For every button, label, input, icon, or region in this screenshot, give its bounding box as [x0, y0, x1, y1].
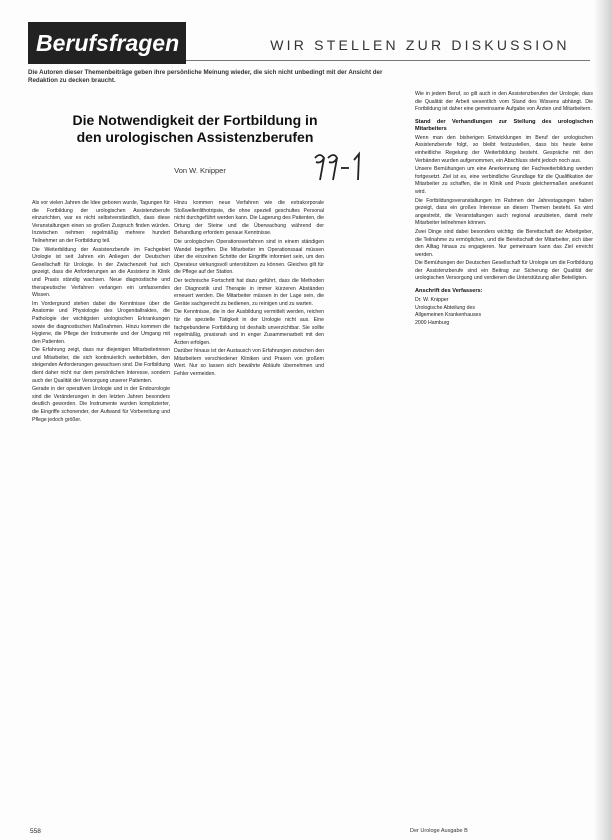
paragraph: Zwei Dinge sind dabei besonders wichtig: die Bereitschaft der Arbeitgeber, die Teilnahme zu ermöglichen, und die Bereitschaft der Mitarbeiter, sich über den Alltag hinaus zu engagieren. Nur gemeinsam kann das Ziel erreicht werden. — [415, 228, 593, 258]
address-heading: Anschrift des Verfassers: — [415, 288, 483, 295]
paragraph: Die Fortbildungsveranstaltungen im Rahmen der Jahrestagungen haben gezeigt, dass ein großes Interesse an diesen Themen besteht. Es wird angestrebt, die Veranstaltungen auch regional anzubieten, damit mehr Mitarbeiter teilnehmen können. — [415, 197, 593, 227]
article-author: Von W. Knipper — [174, 166, 226, 175]
address-line: 2000 Hamburg — [415, 319, 450, 326]
paragraph: Die Kenntnisse, die in der Ausbildung vermittelt werden, reichen für die spezielle Tätigkeit in der Urologie nicht aus. Eine fachgebundene Fortbildung ist deshalb unverzichtbar. Sie sollte regelmäßig, praxisnah und in enger Zusammenarbeit mit den Ärzten erfolgen. — [174, 309, 324, 346]
journal-footer: Der Urologe Ausgabe B — [410, 828, 468, 834]
paragraph: Hinzu kommen neue Verfahren wie die extrakorporale Stoßwellenlithotripsie, die ohne speziell geschultes Personal nicht durchgeführt werden kann. Die Lagerung des Patienten, die Ortung der Steine und die Überwachung während der Behandlung erfordern genaue Kenntnisse. — [174, 200, 324, 237]
address-line: Dr. W. Knipper — [415, 297, 449, 304]
handwritten-mark — [310, 150, 370, 184]
paragraph: Gerade in der operativen Urologie und in der Endourologie sind die Veränderungen in den letzten Jahren besonders deutlich geworden. Die Instrumente wurden komplizierter, die Eingriffe schonender, der Aufwand für Vorbereitung und Pflege jedoch größer. — [32, 386, 170, 423]
section-headline: WIR STELLEN ZUR DISKUSSION — [270, 37, 570, 53]
editorial-note: Die Autoren dieser Themenbeiträge geben ihre persönliche Meinung wieder, die sich nicht unbedingt mit der Ansicht der Redaktion zu decken braucht. — [28, 69, 383, 84]
paragraph: Darüber hinaus ist der Austausch von Erfahrungen zwischen den Mitarbeitern verschiedener Kliniken und Praxen von großem Wert. Nur so lassen sich bewährte Abläufe übernehmen und Fehler vermeiden. — [174, 348, 324, 378]
paragraph: Die urologischen Operationsverfahren sind in einem ständigen Wandel begriffen. Die Mitarbeiter im Operationssaal müssen über die einzelnen Schritte der Eingriffe informiert sein, um den Operateur wirkungsvoll unterstützen zu können. Gleiches gilt für die Pflege auf der Station. — [174, 238, 324, 276]
address-line: Urologische Abteilung des — [415, 304, 475, 311]
subheading: Stand der Verhandlungen zur Stellung des urologischen Mitarbeiters — [415, 118, 593, 132]
paragraph: Unsere Bemühungen um eine Anerkennung der Fachweiterbildung werden fortgesetzt. Ziel ist es, eine verbindliche Grundlage für die Qualifikation der Mitarbeiter zu schaffen, die in Klinik und Praxis gleichermaßen anerkannt wird. — [415, 166, 593, 195]
article-title: Die Notwendigkeit der Fortbildung in den urologischen Assistenzberufen — [72, 112, 318, 145]
section-tab: Berufsfragen — [28, 22, 186, 64]
paragraph: Wie in jedem Beruf, so gilt auch in den Assistenzberufen der Urologie, dass die Qualität der Arbeit wesentlich vom Stand des Wissens abhängt. Die Fortbildung ist daher eine gemeinsame Aufgabe von Ärzten und Mitarbeitern. — [415, 91, 593, 113]
paragraph: Die Weiterbildung der Assistenzberufe im Fachgebiet Urologie ist seit Jahren ein Anliegen der Deutschen Gesellschaft für Urologie. In der Zwischenzeit hat sich gezeigt, dass die Anforderungen an die Assistenz in Klinik und Praxis ständig wachsen. Neue diagnostische und therapeutische Verfahren verlangen ein umfassendes Wissen. — [32, 246, 170, 299]
text-column-1 — [32, 200, 170, 822]
paragraph: Der technische Fortschritt hat dazu geführt, dass die Methoden der Diagnostik und Therapie in immer kürzeren Abständen erneuert werden. Die Mitarbeiter müssen in der Lage sein, die Geräte sachgerecht zu bedienen, zu reinigen und zu warten. — [174, 277, 324, 307]
page-number: 558 — [30, 828, 41, 835]
header-rule — [186, 60, 590, 61]
paragraph: Als vor vielen Jahren die Idee geboren wurde, Tagungen für die Fortbildung der urologischen Assistenzberufe einzurichten, war es nicht selbstverständlich, dass diese Veranstaltungen einen so großen Zuspruch finden würden. Inzwischen nehmen regelmäßig mehrere hundert Teilnehmer an der Fortbildung teil. — [32, 200, 170, 244]
paragraph: Wenn man den bisherigen Entwicklungen im Beruf der urologischen Assistenzberufe folgt, so bleibt festzustellen, dass bis heute keine einheitliche Regelung der Weiterbildung besteht. Gespräche mit den Verbänden wurden aufgenommen, ein Abschluss steht jedoch noch aus. — [415, 134, 593, 164]
paragraph: Im Vordergrund stehen dabei die Kenntnisse über die Anatomie und Physiologie des Urogenitaltraktes, die Pathologie der wichtigsten urologischen Erkrankungen sowie die diagnostischen Maßnahmen. Hinzu kommen die Hygiene, die Pflege der Instrumente und der Umgang mit den Patienten. — [32, 300, 170, 345]
text-column-3 — [415, 91, 593, 821]
address-line: Allgemeinen Krankenhauses — [415, 312, 482, 319]
paragraph: Die Erfahrung zeigt, dass nur diejenigen Mitarbeiterinnen und Mitarbeiter, die sich kontinuierlich weiterbilden, den steigenden Anforderungen gewachsen sind. Die Fortbildung dient daher nicht nur dem persönlichen Interesse, sondern auch der Qualität der Versorgung unserer Patienten. — [32, 347, 170, 384]
scan-edge-shadow — [594, 0, 612, 840]
paragraph: Die Bemühungen der Deutschen Gesellschaft für Urologie um die Fortbildung der Assistenzberufe sind ein Beitrag zur Sicherung der Qualität der urologischen Versorgung und verdienen die Unterstützung aller Beteiligten. — [415, 260, 593, 282]
text-column-2 — [174, 200, 324, 822]
